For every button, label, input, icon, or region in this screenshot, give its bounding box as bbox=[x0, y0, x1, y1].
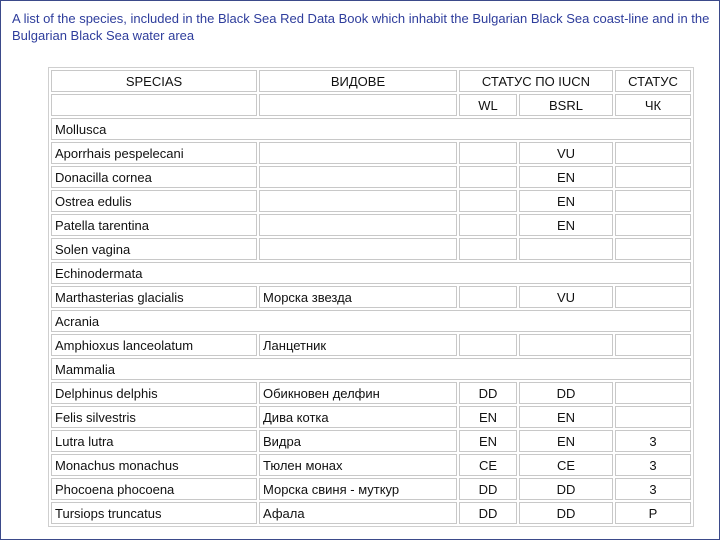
chk-cell bbox=[615, 142, 691, 164]
bsrl-cell: EN bbox=[519, 214, 613, 236]
bulgarian-name-cell: Афала bbox=[259, 502, 457, 524]
table-row bbox=[51, 190, 691, 212]
table-row bbox=[51, 286, 691, 308]
species-cell: Ostrea edulis bbox=[51, 190, 257, 212]
chk-cell: Р bbox=[615, 502, 691, 524]
bulgarian-name-cell: Морска свиня - муткур bbox=[259, 478, 457, 500]
bulgarian-name-cell bbox=[259, 142, 457, 164]
bsrl-cell: EN bbox=[519, 406, 613, 428]
table-row bbox=[51, 430, 691, 452]
wl-cell bbox=[459, 214, 517, 236]
wl-cell bbox=[459, 190, 517, 212]
wl-cell: EN bbox=[459, 406, 517, 428]
wl-cell bbox=[459, 286, 517, 308]
species-cell: Patella tarentina bbox=[51, 214, 257, 236]
bsrl-cell: EN bbox=[519, 430, 613, 452]
table-row bbox=[51, 382, 691, 404]
table-subheader-row bbox=[51, 94, 691, 116]
table-group-row bbox=[51, 262, 691, 284]
table-row bbox=[51, 502, 691, 524]
wl-cell: DD bbox=[459, 382, 517, 404]
bsrl-cell: DD bbox=[519, 382, 613, 404]
chk-cell: 3 bbox=[615, 478, 691, 500]
wl-cell bbox=[459, 142, 517, 164]
table-row bbox=[51, 142, 691, 164]
bulgarian-name-cell: Видра bbox=[259, 430, 457, 452]
bulgarian-name-cell: Морска звезда bbox=[259, 286, 457, 308]
bulgarian-name-cell: Ланцетник bbox=[259, 334, 457, 356]
wl-cell: DD bbox=[459, 478, 517, 500]
table-row bbox=[51, 334, 691, 356]
group-label: Mammalia bbox=[51, 358, 691, 380]
wl-cell bbox=[459, 334, 517, 356]
table-group-row bbox=[51, 118, 691, 140]
wl-cell: EN bbox=[459, 430, 517, 452]
species-cell: Amphioxus lanceolatum bbox=[51, 334, 257, 356]
species-cell: Marthasterias glacialis bbox=[51, 286, 257, 308]
bulgarian-name-cell: Дива котка bbox=[259, 406, 457, 428]
table-row bbox=[51, 406, 691, 428]
table-body bbox=[51, 118, 691, 524]
chk-cell: 3 bbox=[615, 430, 691, 452]
chk-cell bbox=[615, 190, 691, 212]
subheader-empty-1 bbox=[51, 94, 257, 116]
header-status: СТАТУС bbox=[615, 70, 691, 92]
table-row bbox=[51, 454, 691, 476]
subheader-empty-2 bbox=[259, 94, 457, 116]
wl-cell bbox=[459, 238, 517, 260]
subheader-bsrl: BSRL bbox=[519, 94, 613, 116]
subheader-chk: ЧК bbox=[615, 94, 691, 116]
bsrl-cell bbox=[519, 238, 613, 260]
group-label: Echinodermata bbox=[51, 262, 691, 284]
bulgarian-name-cell bbox=[259, 190, 457, 212]
header-species: SPECIAS bbox=[51, 70, 257, 92]
bsrl-cell bbox=[519, 334, 613, 356]
species-cell: Monachus monachus bbox=[51, 454, 257, 476]
chk-cell bbox=[615, 286, 691, 308]
wl-cell: DD bbox=[459, 502, 517, 524]
chk-cell bbox=[615, 214, 691, 236]
species-cell: Solen vagina bbox=[51, 238, 257, 260]
species-cell: Lutra lutra bbox=[51, 430, 257, 452]
species-table bbox=[48, 67, 694, 527]
page-heading: A list of the species, included in the Black Sea Red Data Book which inhabit the Bulgarian Black Sea coast-line and in the Bulgarian Black Sea water area bbox=[12, 11, 710, 43]
table-row bbox=[51, 214, 691, 236]
chk-cell bbox=[615, 406, 691, 428]
bsrl-cell: VU bbox=[519, 142, 613, 164]
species-cell: Aporrhais pespelecani bbox=[51, 142, 257, 164]
table-row bbox=[51, 478, 691, 500]
table-group-row bbox=[51, 310, 691, 332]
table-row bbox=[51, 166, 691, 188]
chk-cell: 3 bbox=[615, 454, 691, 476]
table-group-row bbox=[51, 358, 691, 380]
chk-cell bbox=[615, 166, 691, 188]
bulgarian-name-cell: Тюлен монах bbox=[259, 454, 457, 476]
bsrl-cell: EN bbox=[519, 166, 613, 188]
bulgarian-name-cell: Обикновен делфин bbox=[259, 382, 457, 404]
species-cell: Phocoena phocoena bbox=[51, 478, 257, 500]
subheader-wl: WL bbox=[459, 94, 517, 116]
group-label: Mollusca bbox=[51, 118, 691, 140]
bulgarian-name-cell bbox=[259, 166, 457, 188]
bsrl-cell: DD bbox=[519, 502, 613, 524]
species-table-wrapper bbox=[48, 67, 694, 527]
bsrl-cell: VU bbox=[519, 286, 613, 308]
species-cell: Donacilla cornea bbox=[51, 166, 257, 188]
bulgarian-name-cell bbox=[259, 214, 457, 236]
species-cell: Felis silvestris bbox=[51, 406, 257, 428]
wl-cell: CE bbox=[459, 454, 517, 476]
chk-cell bbox=[615, 334, 691, 356]
bsrl-cell: DD bbox=[519, 478, 613, 500]
table-row bbox=[51, 238, 691, 260]
chk-cell bbox=[615, 382, 691, 404]
bsrl-cell: EN bbox=[519, 190, 613, 212]
header-bulgarian: ВИДОВЕ bbox=[259, 70, 457, 92]
table-header-row bbox=[51, 70, 691, 92]
group-label: Acrania bbox=[51, 310, 691, 332]
header-iucn: СТАТУС ПО IUCN bbox=[459, 70, 613, 92]
chk-cell bbox=[615, 238, 691, 260]
bsrl-cell: CE bbox=[519, 454, 613, 476]
species-cell: Delphinus delphis bbox=[51, 382, 257, 404]
bulgarian-name-cell bbox=[259, 238, 457, 260]
species-cell: Tursiops truncatus bbox=[51, 502, 257, 524]
wl-cell bbox=[459, 166, 517, 188]
